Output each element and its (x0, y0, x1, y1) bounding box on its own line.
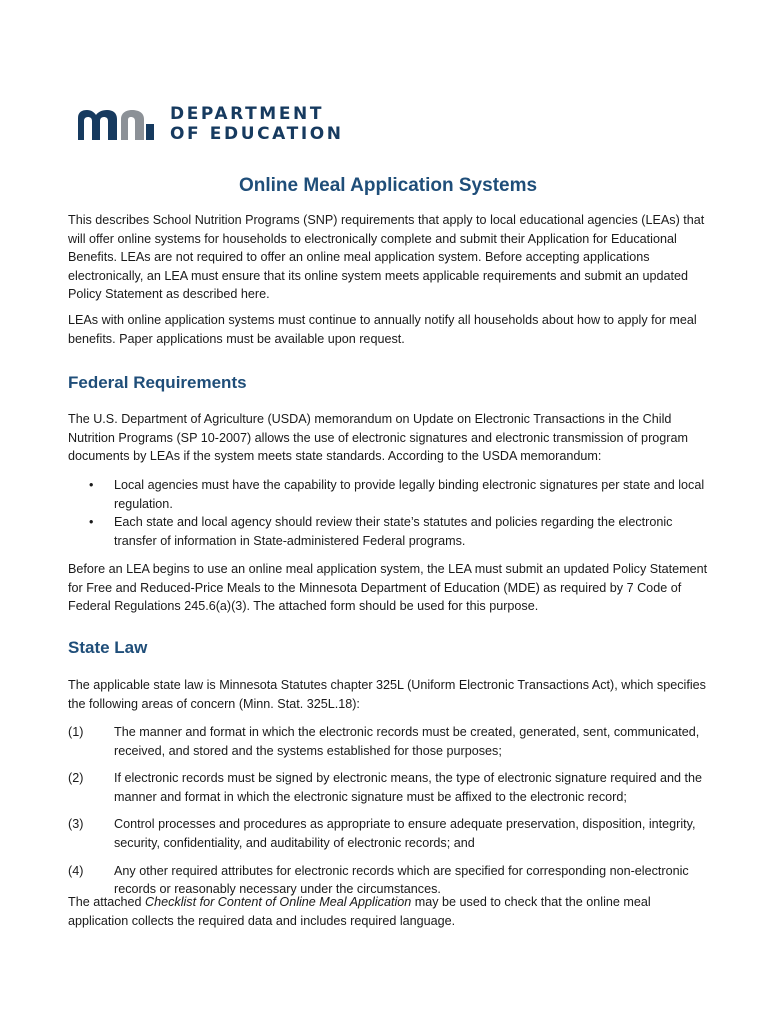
bullet-text: Each state and local agency should review their state’s statutes and policies regarding the electronic transfer of information in State-administered Federal programs. (114, 515, 673, 548)
checklist-title: Checklist for Content of Online Meal Application (145, 895, 412, 909)
state-paragraph-1: The applicable state law is Minnesota Statutes chapter 325L (Uniform Electronic Transactions Act), which specifies the following areas of concern (Minn. Stat. 325L.18): (68, 678, 706, 711)
list-item (68, 815, 708, 852)
list-item (68, 723, 708, 760)
section-heading-state-law: State Law (68, 638, 148, 657)
section-heading-federal: Federal Requirements (68, 373, 247, 392)
federal-paragraph-2: Before an LEA begins to use an online meal application system, the LEA must submit an updated Policy Statement for Free and Reduced-Price Meals to the Minnesota Department of Education (MDE) as required by 7 Code of Federal Regulations 245.6(a)(3). The attached form should be used for this purpose. (68, 562, 708, 614)
list-number: (3) (68, 817, 84, 832)
list-item (68, 769, 708, 806)
list-item (68, 513, 708, 550)
intro-paragraph-1: This describes School Nutrition Programs (SNP) requirements that apply to local educational agencies (LEAs) that will offer online systems for households to electronically complete and submit their Application for Educational Benefits. LEAs are not required to offer an online meal application system. Before accepting applications electronically, an LEA must ensure that its online system meets applicable requirements and submit an updated Policy Statement as described here. (68, 213, 705, 302)
page-title: Online Meal Application Systems (238, 175, 538, 196)
state-numbered-list (68, 723, 708, 908)
federal-paragraph-1: The U.S. Department of Agriculture (USDA) memorandum on Update on Electronic Transactions in the Child Nutrition Programs (SP 10-2007) allows the use of electronic signatures and electronic transmission of program documents by LEAs if the system meets state standards. According to the USDA memorandum: (68, 412, 688, 464)
department-logo (76, 104, 344, 144)
logo-wordmark (170, 104, 344, 144)
list-text: Control processes and procedures as appropriate to ensure adequate preservation, disposition, integrity, security, confidentiality, and auditability of electronic records; and (114, 817, 696, 850)
mn-logo-icon (76, 106, 160, 142)
list-number: (4) (68, 863, 84, 878)
list-number: (1) (68, 725, 84, 739)
logo-line-2: OF EDUCATION (170, 124, 344, 144)
list-text: Any other required attributes for electronic records which are specified for corresponding non-electronic records or reasonably necessary under the circumstances. (114, 863, 689, 897)
closing-text-start: The attached (68, 895, 146, 909)
list-text: The manner and format in which the electronic records must be created, generated, sent, communicated, received, and stored and the systems established for those purposes; (114, 725, 700, 758)
logo-line-1: DEPARTMENT (170, 104, 325, 124)
intro-paragraph-2: LEAs with online application systems must continue to annually notify all households about how to apply for meal benefits. Paper applications must be available upon request. (68, 313, 697, 346)
closing-text-end: may be used to check that the online meal application collects the required data and includes required language. (68, 895, 651, 928)
bullet-icon: • (89, 478, 94, 492)
list-number: (2) (68, 771, 84, 786)
list-item (68, 476, 708, 513)
federal-bullet-list (68, 476, 708, 550)
bullet-text: Local agencies must have the capability to provide legally binding electronic signatures per state and local regulation. (114, 478, 705, 511)
bullet-icon: • (89, 515, 94, 530)
closing-paragraph (68, 893, 708, 930)
list-text: If electronic records must be signed by electronic means, the type of electronic signature required and the manner and format in which the electronic signature must be affixed to the electronic record; (114, 771, 703, 804)
